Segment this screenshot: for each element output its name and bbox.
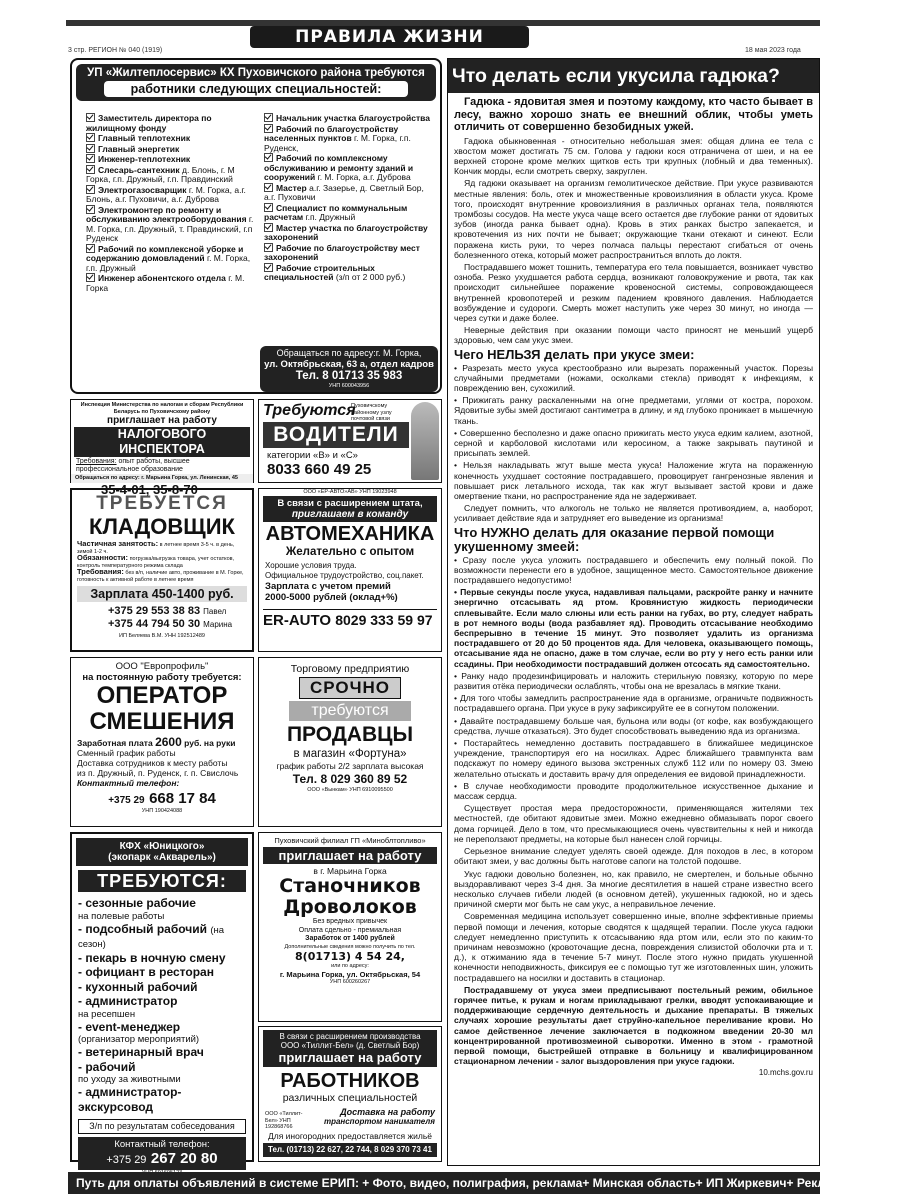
contact-name-2: Марина xyxy=(203,620,233,629)
article-paragraph: Следует помнить, что алкоголь не только не является противоядием, а, наоборот, усиливает действие яда и затрудняет его выведение из организма! xyxy=(454,503,813,524)
article-paragraph: Современная медицина использует совершенно иные, вполне эффективные приемы первой помощи и лечения, которые сводятся к щадящей терапии. После укуса гадюки следует немедленно приступить к отсасыванию яда ртом или, если это по каким-то причинам невозможно (кровоточащие десна, повреждения слизистой оболочки рта и т. д.), к отжиманию яда в течение 5-7 минут. После этого нужно придать укушенной конечности неподвижность, фиксируя ее с помощью тут же изготовленных шин, уложить пострадавшего на носилки и доставить в стационар. xyxy=(454,911,813,983)
job-item xyxy=(86,186,254,205)
article-list-item: • В случае необходимости проводите продолжительное искусственное дыхание и массаж сердца. xyxy=(454,780,813,802)
footer-banner: Путь для оплаты объявлений в системе ЕРИП: + Фото, видео, полиграфия, реклама+ Минская область+ ИП Жиркевич+ Рекламные услуги xyxy=(68,1172,820,1194)
article-list-item: • Постарайтесь немедленно доставить пострадавшего в ближайшее медицинское учреждение, транспортируя его на носилках. Адрес ближайшего травмпункта вам подскажут по номеру единого вызова экстренных служб 112 или по номеру 03. Змею желательно отыскать и доставить врачу для определения ее видовой принадлежности. xyxy=(454,738,813,779)
vacancy-item xyxy=(78,980,246,995)
job-title: Рабочий по комплексному обслуживанию и ремонту зданий и сооружений xyxy=(264,153,414,182)
ad-tillit-specialties: различных специальностей xyxy=(282,1092,418,1104)
vacancy-title: - ветеринарный врач xyxy=(78,1045,204,1059)
ad-mechanic-line2: приглашаем в команду xyxy=(291,508,409,520)
ad-tillit-delivery-2: транспортом нанимателя xyxy=(323,1117,435,1126)
contact-label: Контактный телефон: xyxy=(77,778,180,788)
condition-1: Хорошие условия труда. xyxy=(265,560,357,570)
ad-minoblt-invite: приглашает на работу xyxy=(263,847,437,864)
duties-details: погрузка/выгрузка товара, учет остатков, контроль температурного режима склада xyxy=(77,556,235,569)
job-item xyxy=(86,245,254,274)
job-item xyxy=(264,125,436,154)
article-paragraph: Существует простая мера предосторожности, применяющаяся жителями тех местностей, где обитают ядовитые змеи. Можно ежедневно обмазывать порог своего дома горчицей. Дело в том, что пресмыкающиеся очень чувствительны к ней и никогда не переползают предметы, на которые был нанесен слой горчицы. xyxy=(454,803,813,844)
checkmark-icon xyxy=(264,183,273,192)
job-location: г. М. Горка, а.г. Блонь, а.г. Пуховичи, а.г. Дуброва xyxy=(86,184,246,204)
condition-3: из п. Дружный, п. Руденск, г. п. Свислочь xyxy=(77,768,239,778)
job-item xyxy=(264,224,436,243)
ad-tax-phone: 35-4-01, 35-8-70 xyxy=(101,481,198,497)
vacancy-title: - администратор xyxy=(78,994,178,1008)
unp: ИП Беляева В.М. УНН 192512489 xyxy=(119,633,205,639)
vacancy-item xyxy=(78,951,246,966)
job-title: Главный энергетик xyxy=(98,143,180,154)
article-list-item: • Разрезать место укуса крестообразно или вырезать пораженный участок. Порезы случайными предметами (ножами, осколками стекла) приводят к инфекциям, к повреждению вен, сухожилий. xyxy=(454,362,813,393)
vacancy-title: - рабочий xyxy=(78,1059,136,1074)
ad-tillit-housing: Для иногородних предоставляется жильё xyxy=(268,1131,432,1141)
condition-1: Сменный график работы xyxy=(77,748,176,758)
checkmark-icon xyxy=(264,243,273,252)
unp: УНП 190424088 xyxy=(141,808,183,814)
job-item xyxy=(86,155,254,165)
jobs-right-column xyxy=(264,114,436,284)
job-title: Мастер участка по благоустройству захоронений xyxy=(264,222,428,242)
ad-kfh-phone: 267 20 80 xyxy=(150,1150,218,1167)
ad-kfh-unitsky xyxy=(70,832,254,1167)
ad-minoblt-address: г. Марьина Горка, ул. Октябрьская, 54 xyxy=(279,969,421,979)
ad-minoblt-headline-2: Дроволоков xyxy=(283,896,417,918)
vacancy-title: - официант в ресторан xyxy=(78,965,214,979)
ad-minoblt-headline-1: Станочников xyxy=(279,875,421,897)
vacancy-title: - event-менеджер xyxy=(78,1019,181,1034)
job-item xyxy=(264,204,436,223)
ad-kfh-list xyxy=(72,894,252,1116)
vacancy-note: на полевые работы xyxy=(78,910,165,922)
vacancy-title: - сезонные рабочие xyxy=(78,896,196,910)
ad-tillit-phones: Тел. (01713) 22 627, 22 744, 8 029 370 73 41 xyxy=(263,1143,437,1157)
ad-drivers-phone: 8033 660 49 25 xyxy=(267,461,372,478)
ad-drivers-title: Требуются xyxy=(263,402,356,419)
ad-zhilteplo-phone: Тел. 8 01713 35 983 xyxy=(295,370,403,382)
job-title: Мастер xyxy=(276,182,307,193)
ad-mechanic-brand: ER-AUTO xyxy=(263,611,332,629)
article-paragraph: Серьезное внимание следует уделять своей одежде. Для походов в лес, в котором обитают змеи, у вас должны быть наготове сапоги на толстой подошве. xyxy=(454,846,813,867)
job-location: (з/п от 2 000 руб.) xyxy=(335,272,406,282)
article-heading-do: Что НУЖНО делать для оказание первой помощи укушенному змеей: xyxy=(454,524,775,554)
ad-minoblt-city: в г. Марьина Горка xyxy=(313,866,387,876)
job-item xyxy=(86,145,254,155)
job-location: г. М. Горка, г.п. Дружный, т. Правдинский, г.п Руденск xyxy=(86,214,254,243)
job-title: Инженер абонентского отдела xyxy=(98,273,226,283)
region-label: РЕГИОН № 040 (1919) xyxy=(88,47,163,54)
job-title: Главный теплотехник xyxy=(98,133,191,143)
ad-fortuna-need: требуются xyxy=(289,701,411,721)
article-paragraph: Пострадавшего может тошнить, температура его тела повышается, возникает чувство озноба. Резко ухудшается работа сердца, возникают головокружение и рвота, так как происходит сильнейшее поражение кровеносной системы, сопровождающееся внутренней кровопотерей и резким падением кровяного давления. Наблюдается возбуждение и судороги. Смерть может наступить уже через 30 минут, но иногда — через сутки и даже более. xyxy=(454,261,813,323)
ad-mechanic-org: ООО «ЕР-АВТО»АВ» УНП 19023948 xyxy=(303,489,397,495)
ad-tax-org: Инспекция Министерства по налогам и сборам Республики Беларусь по Пуховичскому району xyxy=(80,402,244,415)
vacancy-title: - кухонный рабочий xyxy=(78,979,198,994)
checkmark-icon xyxy=(86,165,95,174)
checkmark-icon xyxy=(86,244,95,253)
ad-tax-address: Обращаться по адресу: г. Марьина Горка, ул. Ленинская, 45 xyxy=(71,474,253,483)
issue-date: 18 мая 2023 года xyxy=(745,47,801,54)
ad-zhilteplo-header xyxy=(76,64,436,101)
article-heading-dont: Чего НЕЛЬЗЯ делать при укусе змеи: xyxy=(454,346,695,362)
checkmark-icon xyxy=(264,113,273,122)
ad-tillit-invite: приглашает на работу xyxy=(278,1050,422,1065)
condition-3: Заработок от 1400 рублей xyxy=(305,935,395,942)
job-location: г. М. Горка, г.п. Руденск, xyxy=(264,133,411,153)
article-list-item: • Сразу после укуса уложить пострадавшего и обеспечить ему полный покой. По возможности перенести его в удобное, защищенное место. Самостоятельное движение пострадавшего недопустимо! xyxy=(454,554,813,586)
job-title: Рабочие строительных специальностей xyxy=(264,262,375,282)
phone-prefix: +375 29 xyxy=(108,795,145,806)
ad-tax-invite: приглашает на работу xyxy=(107,415,217,426)
article-list-item: • Для того чтобы замедлить распространение яда в организме, ограничьте подвижность пострадавшего органа. При укусе в руку зафиксируйте ее в согнутом положении. xyxy=(454,693,813,714)
job-location: а.г. Зазерье, д. Светлый Бор, а.г. Пуховичи xyxy=(264,182,424,202)
ad-kfh-park: (экопарк «Акварель») xyxy=(108,852,216,863)
checkmark-icon xyxy=(264,124,273,133)
ad-minoblt xyxy=(258,832,442,1022)
phone-prefix: +375 29 xyxy=(106,1154,147,1166)
job-title: Рабочий по благоустройству населенных пунктов xyxy=(264,123,399,143)
job-title: Рабочий по комплексной уборке и содержанию домовладений xyxy=(86,243,244,263)
ad-storekeeper-salary: Зарплата 450-1400 руб. xyxy=(77,586,247,602)
ad-drivers xyxy=(258,399,442,483)
phone-1: +375 29 553 38 83 xyxy=(108,605,201,617)
ad-mechanic-headline: АВТОМЕХАНИКА xyxy=(265,522,435,545)
ad-drivers-note: Пуховичскому районному узлу почтовой связи xyxy=(351,403,392,422)
salary-label: Заработная плата xyxy=(77,738,153,748)
contact-label: Контактный телефон: xyxy=(114,1139,210,1150)
checkmark-icon xyxy=(86,133,95,142)
condition-2: Официальное трудоустройство, соц.пакет. xyxy=(265,570,424,580)
job-title: Слесарь-сантехник xyxy=(98,164,180,175)
unp: УНП 600260267 xyxy=(329,978,371,985)
ad-minoblt-phone: 8(01713) 4 54 24, xyxy=(295,950,405,963)
condition-4: Дополнительные сведения можно получить по тел. xyxy=(284,943,416,950)
job-item xyxy=(86,114,254,133)
job-item xyxy=(264,184,436,203)
vacancy-title: - пекарь в ночную смену xyxy=(78,950,226,965)
ad-fortuna-schedule: график работы 2/2 зарплата высокая xyxy=(276,761,424,771)
checkmark-icon xyxy=(86,273,95,282)
label-requirements: Требования: xyxy=(77,567,124,576)
vacancy-title: - администратор-экскурсовод xyxy=(78,1085,182,1114)
job-title: Начальник участка благоустройства xyxy=(276,113,430,123)
ad-drivers-headline: ВОДИТЕЛИ xyxy=(263,422,409,448)
contact-name-1: Павел xyxy=(203,607,227,616)
article-list-item: • Прижигать ранку раскаленными на огне предметами, углями от костра, порохом. Ядовитые зубы змей достигают сантиметра в длину, и яд глубоко проникает в мышечную ткань. xyxy=(454,395,813,426)
job-location: г.п. Дружный xyxy=(305,212,356,222)
unp: УНП 600043956 xyxy=(328,383,370,389)
salary-value: 2600 xyxy=(155,735,182,749)
vacancy-title: - подсобный рабочий xyxy=(78,921,207,936)
article-paragraph: Пострадавшему от укуса змеи предписывают постельный режим, обильное горячее питье, к рукам и ногам прикладывают грелки, вводят успокаивающие и поддерживающие сердечную деятельность и дыхание препараты. В тяжелых случаях хорошие результаты дает струйно-капельное переливание крови. Но самое действенное лечение заключается в подкожном введении 20-30 мл концентрированной противозмеиной сыворотки. Именно в этом - грамотной первой помощи, быстрейшей отправке в больницу и квалифицированном стационарном лечении - залог выздоровления при укусе гадюки. xyxy=(454,984,813,1067)
ad-storekeeper xyxy=(70,488,254,652)
ad-tillit xyxy=(258,1026,442,1162)
label-duties: Обязанности: xyxy=(77,553,129,562)
ad-fortuna-urgent: СРОЧНО xyxy=(299,677,401,699)
ad-fortuna-headline: ПРОДАВЦЫ xyxy=(286,723,414,746)
ad-operator-headline-2: СМЕШЕНИЯ xyxy=(89,708,235,735)
condition-1: Без вредных привычек xyxy=(312,918,388,925)
job-item xyxy=(86,166,254,185)
article-list-item: • Нельзя накладывать жгут выше места укуса! Наложение жгута на пораженную конечность ухудшает состояние пострадавшего, провоцирует гангренозные явления и повышает риск летального исхода, так как жгут вызывает застой крови и даже омертвение ткани, но распространение яда не задерживает. xyxy=(454,460,813,501)
article-list-item: • Ранку надо продезинфицировать и наложить стерильную повязку, которую по мере развития отёка периодически ослаблять, чтобы она не врезалась в мягкие ткани. xyxy=(454,670,813,692)
ad-mechanic-experience: Желательно с опытом xyxy=(285,545,415,558)
checkmark-icon xyxy=(264,263,273,272)
job-title: Специалист по коммунальным расчетам xyxy=(264,202,408,222)
address-line-1: Обращаться по адресу:г. М. Горка, xyxy=(276,348,422,358)
ad-auto-mechanic xyxy=(258,488,442,652)
ad-tillit-line2: ООО «Тиллит-Бел» (д. Светлый Бор) xyxy=(280,1041,420,1050)
job-item xyxy=(264,244,436,263)
checkmark-icon xyxy=(264,223,273,232)
ad-storekeeper-headline: КЛАДОВЩИК xyxy=(89,514,235,539)
article-source: 10.mchs.gov.ru xyxy=(758,1068,813,1078)
article-lead: Гадюка - ядовитая змея и поэтому каждому, кто часто бывает в лесу, важно хорошо знать ее внешний облик, чтобы уметь отличить от совершенно безобидных ужей. xyxy=(454,96,813,133)
vacancy-item xyxy=(78,994,246,1020)
checkmark-icon xyxy=(86,185,95,194)
address-line-2: ул. Октябрьская, 63 а, отдел кадров xyxy=(264,359,434,370)
job-title: Рабочие по благоустройству мест захоронений xyxy=(264,242,420,262)
checkmark-icon xyxy=(264,153,273,162)
salary-unit: руб. на руки xyxy=(184,738,236,748)
label-employment: Частичная занятость: xyxy=(77,539,159,548)
ad-tax-requirements: опыт работы, высшее профессиональное образование xyxy=(76,458,190,473)
ad-kfh-headline: ТРЕБУЮТСЯ: xyxy=(78,870,246,892)
job-item xyxy=(264,264,436,283)
job-location: д. Блонь, г. М Горка, г.п. Дружный, г.п. Правдинский xyxy=(86,164,235,184)
ad-tax-req-label: Требования: xyxy=(76,458,117,465)
article-paragraph: Укус гадюки довольно болезнен, но, как правило, не смертелен, и больные обычно выздоравливают через 3-4 дня. За многие десятилетия в нашей стране известно всего несколько случаев гибели людей (в основном детей), укушенных гадюкой, но и здесь причиной смерти мог быть не сам укус, а неправильное лечение. xyxy=(454,868,813,910)
ad-zhilteplo-subtitle: работники следующих специальностей: xyxy=(104,81,408,97)
article-list-item: • Совершенно бесполезно и даже опасно прижигать место укуса едким калием, азотной, серной и карболовой кислотами или керосином, а также закрывать паутиной и присыпать землей. xyxy=(454,427,813,459)
ad-tillit-headline: РАБОТНИКОВ xyxy=(280,1070,420,1092)
vacancy-item xyxy=(78,1085,246,1114)
job-item xyxy=(86,134,254,144)
condition-3: Зарплата с учетом премий xyxy=(265,580,391,592)
checkmark-icon xyxy=(86,144,95,153)
ad-minoblt-org: Пуховичский филиал ГП «Миноблтопливо» xyxy=(274,836,426,845)
job-title: Заместитель директора по жилищному фонду xyxy=(86,113,212,133)
ad-storekeeper-title: ТРЕБУЕТСЯ xyxy=(96,493,228,514)
condition-2: Доставка сотрудников к месту работы xyxy=(77,758,228,768)
article-viper xyxy=(447,58,820,1166)
article-list-item: • Первые секунды после укуса, надавливая пальцами, раскройте ранку и начните энергично отсасывать яд ртом. Кровянистую жидкость периодически сплевывайте. Если мало слюны или есть ранки на губах, во рту, следует набрать в рот немного воды (вода разбавляет яд). Проводить отсасывание необходимо беспрерывно в течение 15 минут. Это позволяет удалить из организма пострадавшего от 20 до 50 процентов яда. Для человека, оказывающего помощь, отсасывание яда не опасно, даже в том случае, если во рту у него есть ранки или ссадины. При необходимости пострадавший должен отсосать яд самостоятельно. xyxy=(454,587,813,669)
job-title: Инженер-теплотехник xyxy=(98,154,191,164)
vacancy-item xyxy=(78,1020,246,1046)
checkmark-icon xyxy=(86,205,95,214)
ad-zhilteplo-title: УП «Жилтеплосервис» КХ Пуховичского района требуются xyxy=(87,67,425,79)
ad-operator xyxy=(70,657,254,827)
condition-4: 2000-5000 рублей (оклад+%) xyxy=(265,591,398,603)
ad-operator-headline-1: ОПЕРАТОР xyxy=(96,682,228,709)
vacancy-item xyxy=(78,1045,246,1060)
unp: ООО «Вынкам» УНП 6910095500 xyxy=(307,787,393,793)
ad-zhilteploservis xyxy=(70,58,442,394)
job-title: Электрогазосварщик xyxy=(98,184,187,195)
ad-tax-inspector xyxy=(70,399,254,497)
job-location: г. М. Горка xyxy=(86,273,245,293)
vacancy-note: по уходу за животными xyxy=(78,1074,181,1085)
article-paragraph: Гадюка обыкновенная - относительно небольшая змея: общая длина ее тела с хвостом может достигать 75 см. Голова у гадюки кося отграничена от шеи, и на ее верхней стороне кроме мелких щитков есть три крупных (лобный и два теменных). Кончик морды, если смотреть сверху, закруглен. xyxy=(454,135,813,177)
ad-fortuna-line1: Торговому предприятию xyxy=(290,663,410,675)
ad-tillit-org: ООО «Тиллит-Бел» УНП 192868766 xyxy=(265,1111,303,1130)
article-paragraph: Неверные действия при оказании помощи часто приносят не меньший ущерб здоровью, чем сам укус змеи. xyxy=(454,325,813,346)
ad-fortuna-store: в магазин «Фортуна» xyxy=(293,748,407,760)
condition-2: Оплата сдельно - премиальная xyxy=(298,926,402,934)
vacancy-note: на ресепшен xyxy=(78,1008,136,1020)
job-location: г. М. Горка, г.п. Дружный xyxy=(86,253,251,273)
ad-zhilteplo-contact xyxy=(260,346,438,392)
requirements-details: без в/п, наличие авто, проживание в М. Горке, готовность к активной работе в летнее время xyxy=(77,570,244,583)
ad-operator-line1: на постоянную работу требуется: xyxy=(82,672,242,683)
vacancy-item xyxy=(78,965,246,980)
phone-2: +375 44 794 50 30 xyxy=(108,618,201,630)
ad-tax-title: НАЛОГОВОГО ИНСПЕКТОРА xyxy=(74,427,250,457)
job-item xyxy=(86,206,254,244)
ad-mechanic-phone: 8029 333 59 97 xyxy=(335,611,433,628)
condition-5: или по адресу: xyxy=(331,963,369,969)
article-title: Что делать если укусила гадюка? xyxy=(448,59,819,93)
vacancy-note: (на сезон) xyxy=(78,924,225,950)
checkmark-icon xyxy=(86,154,95,163)
vacancy-item xyxy=(78,1060,246,1086)
section-title: ПРАВИЛА ЖИЗНИ xyxy=(250,26,529,48)
driver-photo xyxy=(411,402,439,480)
job-location: г. М. Горка, а.г. Дуброва xyxy=(317,172,411,182)
ad-operator-phone: 668 17 84 xyxy=(149,790,216,807)
ad-drivers-category: категории «В» и «С» xyxy=(267,450,358,461)
ad-mechanic-line1: В связи с расширением штата, xyxy=(277,497,423,509)
ad-operator-org: ООО "Европрофиль" xyxy=(115,661,209,672)
vacancy-item xyxy=(78,922,246,951)
vacancy-note: (организатор мероприятий) xyxy=(78,1034,200,1045)
page-number: 3 стр. РЕГИОН № 040 (1919) xyxy=(68,47,163,54)
job-title: Электромонтер по ремонту и обслуживанию электрооборудования xyxy=(86,204,247,224)
article-paragraph: Яд гадюки оказывает на организм гемолитическое действие. При укусе развиваются местные явления: боль, отек и множественные кровоизлияния в области укуса. Кроме того, происходят внутренние кровоизлияния в различных органах тела, появляются тромбозы сосудов. На месте укуса чаще всего остается две глубокие ранки от ядовитых зубов (иногда ранка бывает одна). Кровь в этих ранках быстро запекается, и кровотечения из них почти не бывает; окружающие ткани отекают и синеют. Если поражена кисть руки, то через полчаса пальцы перестают сгибаться от очень болезненного отека, который может распространиться вплоть до локтя. xyxy=(454,178,813,260)
job-item xyxy=(264,154,436,183)
jobs-left-column xyxy=(86,114,254,294)
employment-details: в летнее время 3-5 ч. в день, зимой 1-2 ч. xyxy=(77,542,235,555)
ad-kfh-name: КФХ «Юницкого» xyxy=(119,841,205,852)
article-list-item: • Давайте пострадавшему больше чая, бульона или воды (от кофе, как возбуждающего средства, лучше отказаться). Это будет способствовать выведению яда из организма. xyxy=(454,715,813,736)
checkmark-icon xyxy=(264,203,273,212)
ad-kfh-salary: З/п по результатам собеседования xyxy=(78,1119,246,1134)
job-item xyxy=(86,274,254,293)
ad-fortuna-phone: Тел. 8 029 360 89 52 xyxy=(292,772,408,786)
ad-tillit-line1: В связи с расширением производства xyxy=(279,1032,421,1041)
ad-fortuna xyxy=(258,657,442,827)
job-item xyxy=(264,114,436,124)
vacancy-item xyxy=(78,896,246,922)
ad-tillit-delivery-1: Доставка на работу xyxy=(340,1107,435,1117)
checkmark-icon xyxy=(86,113,95,122)
